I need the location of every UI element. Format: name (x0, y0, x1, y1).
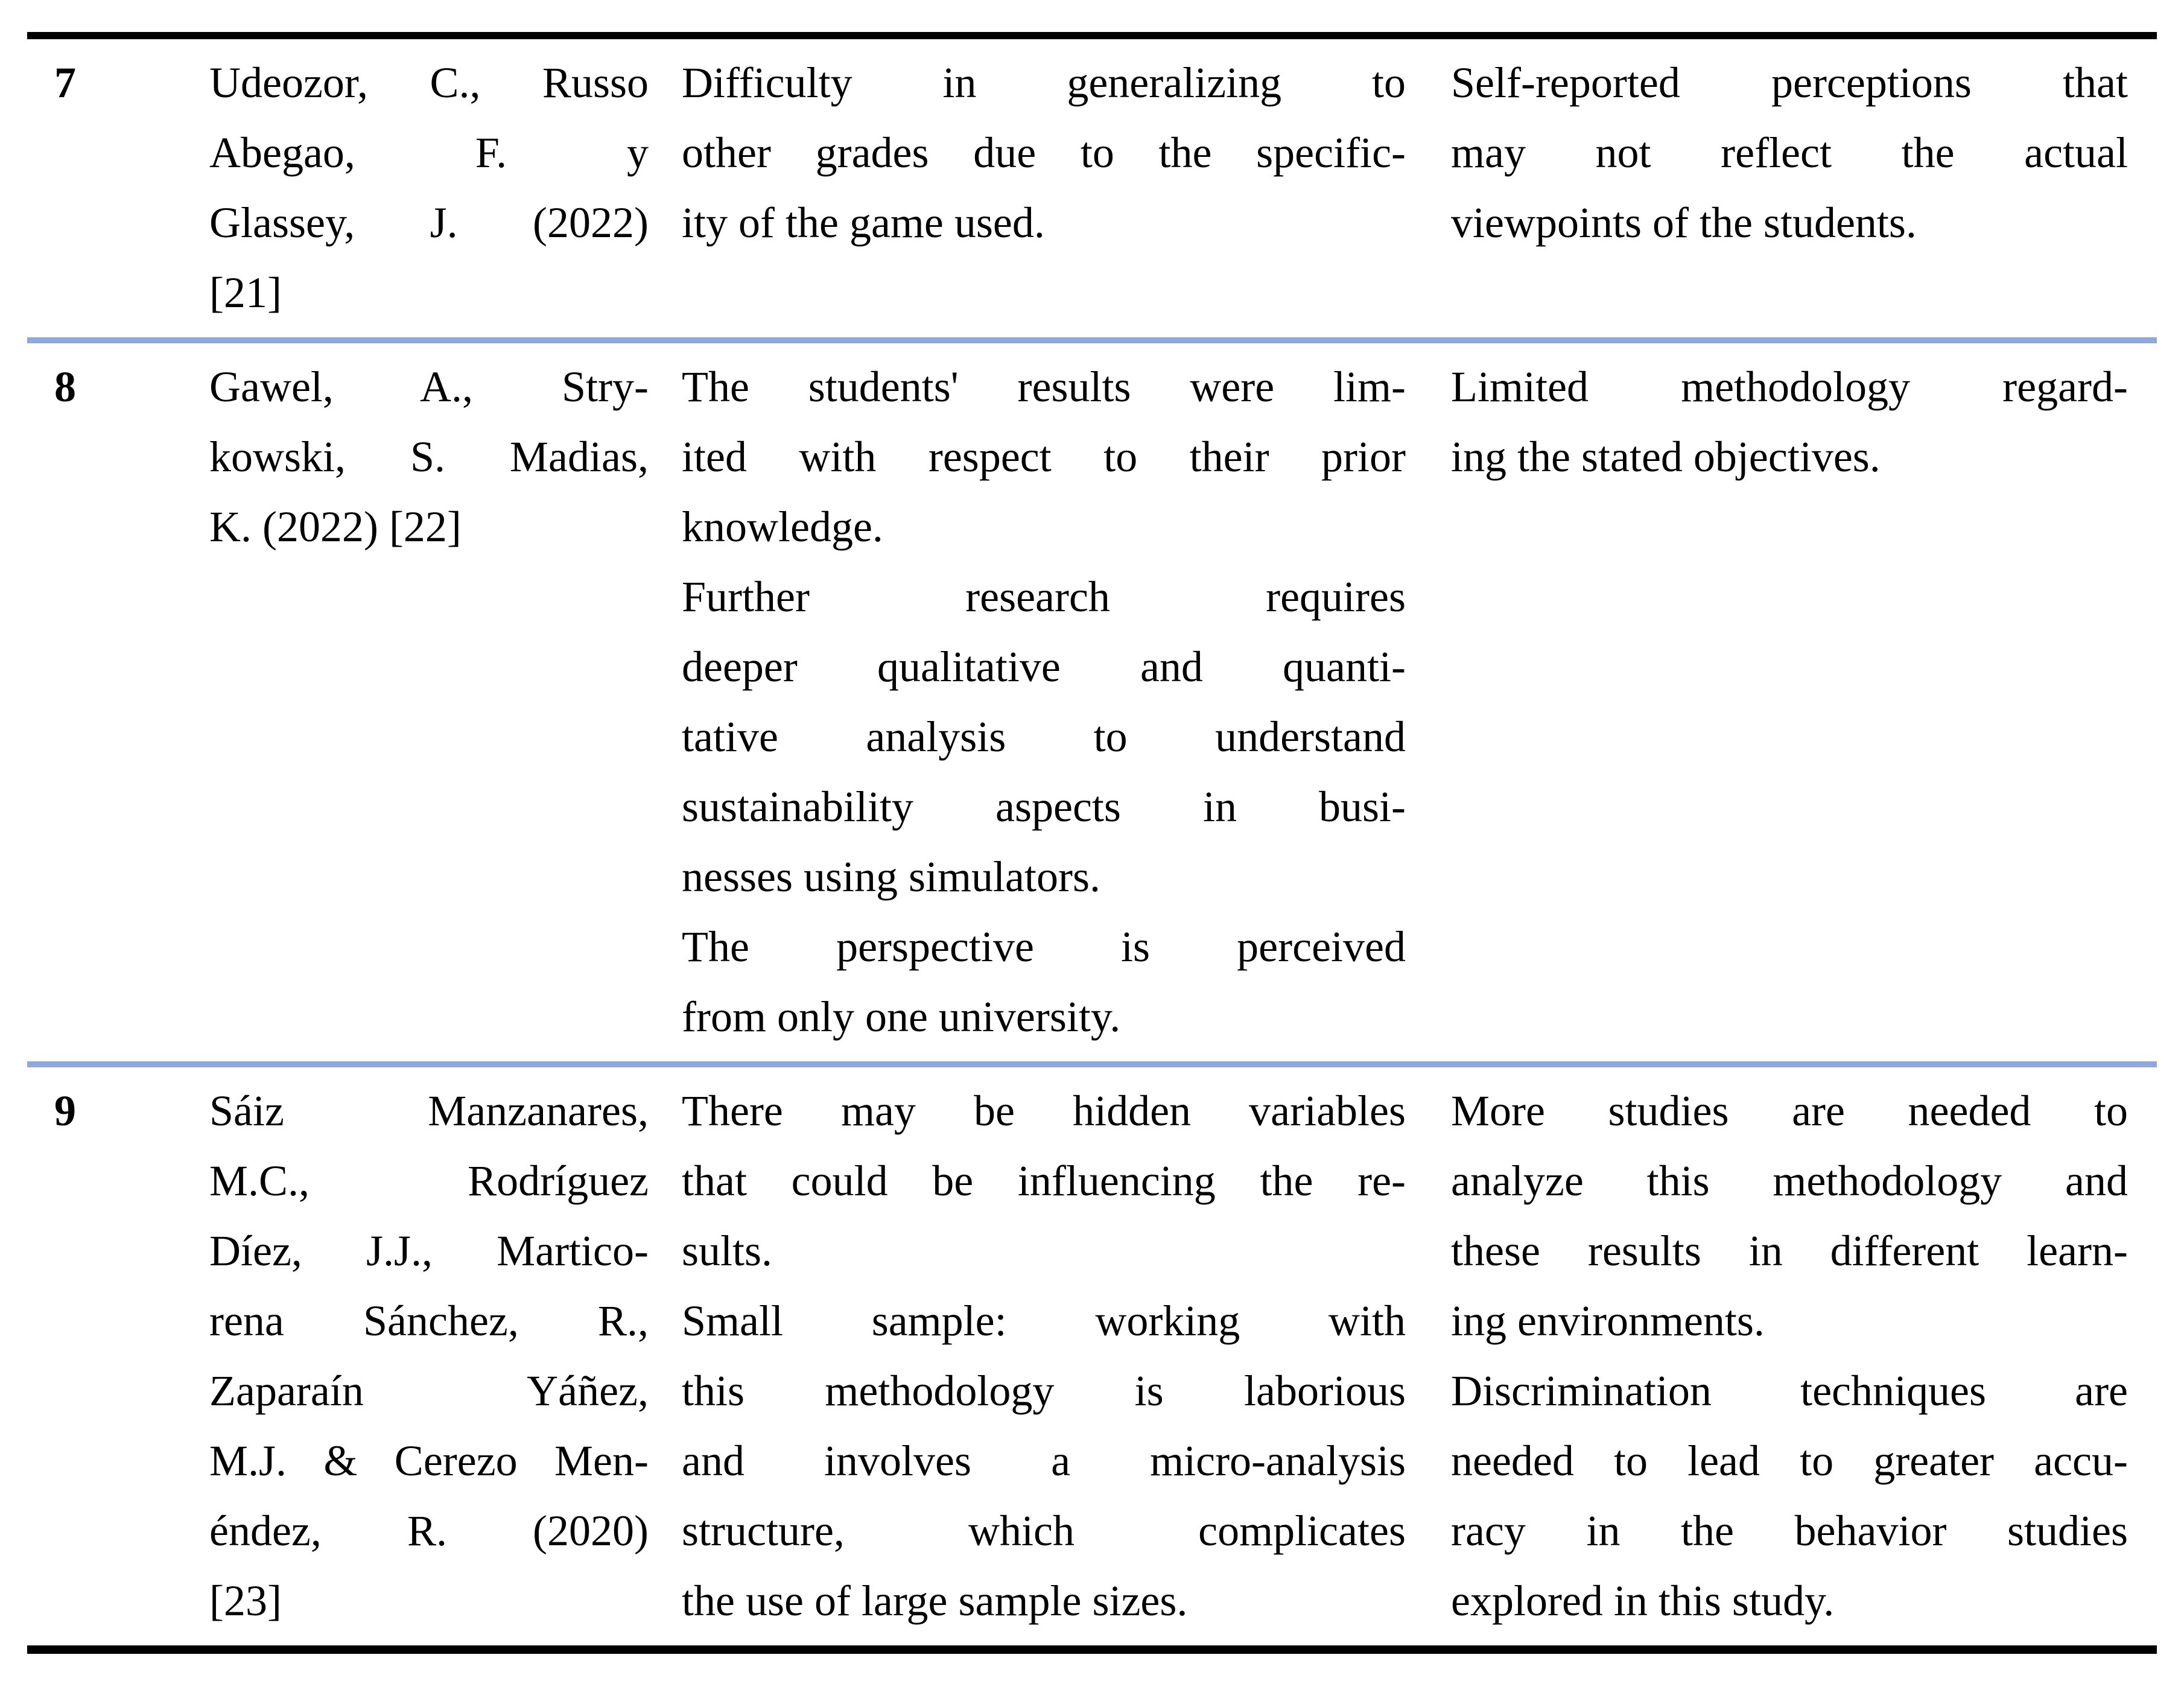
table-bottom-rule (27, 1645, 2157, 1654)
text-line: Sáiz Manzanares, (209, 1087, 649, 1135)
row-number-text: 9 (54, 1087, 76, 1135)
table-row (27, 1061, 2157, 1645)
text-line: may not reflect the actual (1451, 129, 2128, 177)
text-line: Abegao, F. y (209, 129, 649, 177)
row-number-text: 8 (54, 363, 76, 411)
text-line: rena Sánchez, R., (209, 1297, 649, 1345)
text-line: Discrimination techniques are (1451, 1367, 2128, 1415)
text-line: sults. (682, 1227, 773, 1275)
text-line: needed to lead to greater accu- (1451, 1437, 2128, 1485)
text-line: Glassey, J. (2022) (209, 199, 649, 247)
text-line: Limited methodology regard- (1451, 363, 2128, 411)
row-number-text: 7 (54, 59, 76, 107)
text-line: structure, which complicates (682, 1507, 1406, 1555)
text-line: There may be hidden variables (682, 1087, 1406, 1135)
text-line: The perspective is perceived (682, 923, 1406, 971)
text-line: other grades due to the specific- (682, 129, 1406, 177)
future-research-cell (1451, 1076, 2157, 1636)
limitations-table (27, 32, 2157, 1654)
authors-cell (209, 1076, 682, 1636)
text-line: tative analysis to understand (682, 713, 1406, 761)
authors-cell (209, 352, 682, 562)
text-line: sustainability aspects in busi- (682, 783, 1406, 831)
text-line: ited with respect to their prior (682, 433, 1406, 481)
text-line: M.J. & Cerezo Men- (209, 1437, 649, 1485)
limitations-cell (682, 352, 1451, 1052)
text-line: this methodology is laborious (682, 1367, 1406, 1415)
text-line: from only one university. (682, 993, 1121, 1041)
text-line: kowski, S. Madias, (209, 433, 649, 481)
text-line: these results in different learn- (1451, 1227, 2128, 1275)
text-line: analyze this methodology and (1451, 1157, 2128, 1205)
text-line: ing environments. (1451, 1297, 1765, 1345)
text-line: Gawel, A., Stry- (209, 363, 649, 411)
text-line: Díez, J.J., Martico- (209, 1227, 649, 1275)
text-line: racy in the behavior studies (1451, 1507, 2128, 1555)
row-number (27, 1076, 209, 1146)
text-line: éndez, R. (2020) (209, 1507, 649, 1555)
text-line: ing the stated objectives. (1451, 433, 1881, 481)
text-line: Zaparaín Yáñez, (209, 1367, 649, 1415)
text-line: that could be influencing the re- (682, 1157, 1406, 1205)
limitations-cell (682, 48, 1451, 258)
text-line: [21] (209, 269, 282, 317)
text-line: ity of the game used. (682, 199, 1045, 247)
future-research-cell (1451, 48, 2157, 258)
text-line: [23] (209, 1577, 282, 1625)
row-number (27, 352, 209, 422)
table-body (27, 39, 2157, 1645)
table-top-rule (27, 32, 2157, 39)
text-line: deeper qualitative and quanti- (682, 643, 1406, 691)
text-line: Self-reported perceptions that (1451, 59, 2128, 107)
text-line: and involves a micro-analysis (682, 1437, 1406, 1485)
limitations-cell (682, 1076, 1451, 1636)
text-line: Udeozor, C., Russo (209, 59, 649, 107)
text-line: Further research requires (682, 573, 1406, 621)
text-line: M.C., Rodríguez (209, 1157, 649, 1205)
text-line: K. (2022) [22] (209, 503, 462, 551)
text-line: the use of large sample sizes. (682, 1577, 1188, 1625)
text-line: viewpoints of the students. (1451, 199, 1917, 247)
text-line: knowledge. (682, 503, 883, 551)
text-line: nesses using simulators. (682, 853, 1100, 901)
text-line: Small sample: working with (682, 1297, 1406, 1345)
text-line: explored in this study. (1451, 1577, 1835, 1625)
table-row (27, 39, 2157, 337)
table-row (27, 337, 2157, 1061)
text-line: More studies are needed to (1451, 1087, 2128, 1135)
text-line: The students' results were lim- (682, 363, 1406, 411)
row-number (27, 48, 209, 118)
future-research-cell (1451, 352, 2157, 492)
text-line: Difficulty in generalizing to (682, 59, 1406, 107)
authors-cell (209, 48, 682, 328)
